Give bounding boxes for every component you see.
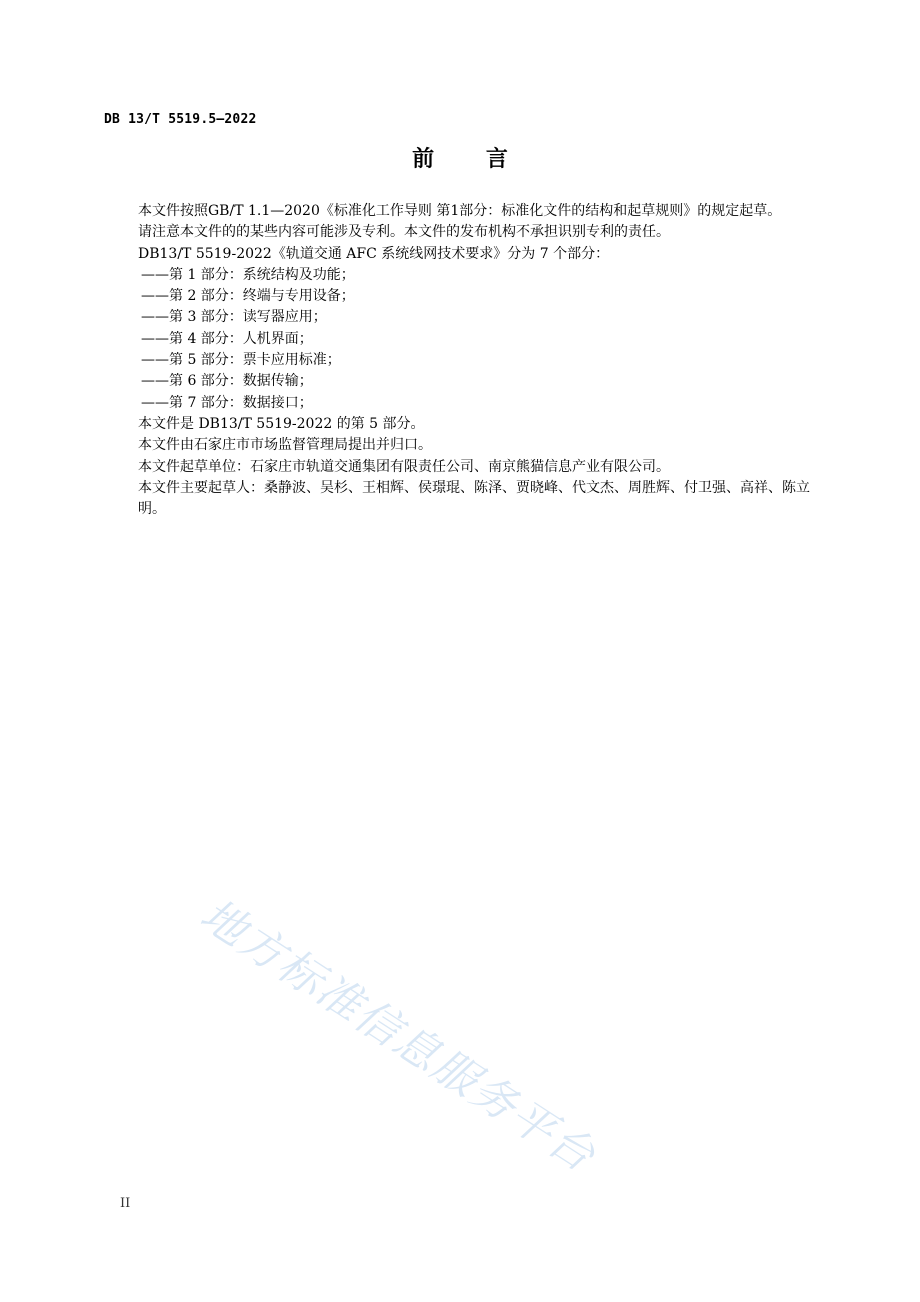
list-item: ——第 6 部分：数据传输； [141,373,313,390]
list-item: ——第 4 部分：人机界面； [141,330,313,347]
paragraph-drafting-rules: 本文件按照GB/T 1.1—2020《标准化工作导则 第1部分：标准化文件的结构和起草规则》的规定起草。 [138,203,782,219]
watermark: 地方标准信息服务平台 [191,889,605,1183]
list-item: ——第 1 部分：系统结构及功能； [141,266,355,283]
document-code: DB 13/T 5519.5—2022 [104,112,257,127]
list-item: ——第 5 部分：票卡应用标准； [141,352,341,369]
paragraph-part-statement: 本文件是 DB13/T 5519-2022 的第 5 部分。 [138,415,425,432]
paragraph-drafting-units: 本文件起草单位：石家庄市轨道交通集团有限责任公司、南京熊猫信息产业有限公司。 [138,458,670,475]
paragraph-patent-notice: 请注意本文件的的某些内容可能涉及专利。本文件的发布机构不承担识别专利的责任。 [138,224,670,241]
page-title: 前 言 [412,147,530,172]
paragraph-proposer: 本文件由石家庄市市场监督管理局提出并归口。 [138,437,432,454]
list-item: ——第 3 部分：读写器应用； [141,309,327,326]
paragraph-parts-intro: DB13/T 5519-2022《轨道交通 AFC 系统线网技术要求》分为 7 个部分： [138,245,610,262]
list-item: ——第 2 部分：终端与专用设备； [141,288,355,305]
foreword-body [105,201,817,520]
paragraph-drafters: 本文件主要起草人：桑静波、吴杉、王相辉、侯璟琨、陈泽、贾晓峰、代文杰、周胜辉、付卫强、高祥、陈立明。 [138,479,810,518]
list-item: ——第 7 部分：数据接口； [141,394,313,411]
page-number: II [120,1196,131,1211]
